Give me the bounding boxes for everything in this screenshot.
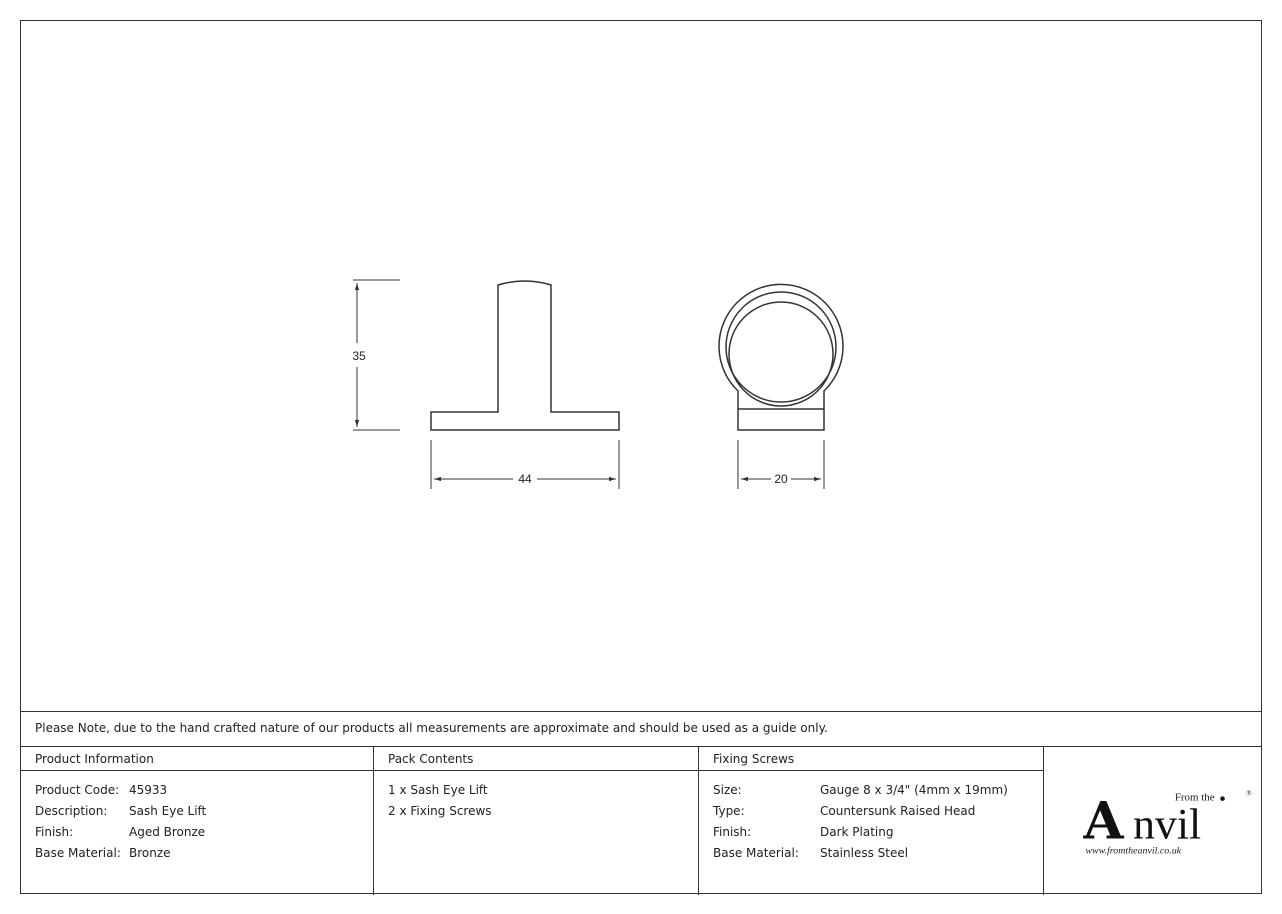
product-code-row — [35, 780, 373, 801]
row-value: Countersunk Raised Head — [820, 804, 976, 818]
row-label: Description: — [35, 804, 108, 818]
pack-item: 1 x Sash Eye Lift — [388, 783, 488, 797]
anvil-logo — [1043, 747, 1263, 895]
fixing-screws-section — [699, 747, 1044, 895]
screw-size-row — [713, 780, 1043, 801]
width-label: 44 — [518, 472, 532, 486]
height-label: 35 — [352, 349, 366, 363]
technical-drawing — [21, 21, 1263, 711]
logo-brand-initial: A — [1083, 791, 1124, 852]
pack-item: 2 x Fixing Screws — [388, 804, 492, 818]
front-view — [719, 284, 843, 430]
finish-row — [35, 822, 373, 843]
row-value: Stainless Steel — [820, 846, 909, 860]
screw-finish-row — [713, 822, 1043, 843]
logo-website: www.fromtheanvil.co.uk — [1085, 845, 1182, 857]
pack-contents-header: Pack Contents — [374, 747, 698, 771]
diameter-label: 20 — [774, 472, 788, 486]
logo-from-the: From the — [1174, 791, 1215, 804]
row-label: Base Material: — [35, 846, 121, 860]
drawing-sheet — [20, 20, 1262, 894]
row-label: Size: — [713, 783, 742, 797]
product-information-header: Product Information — [21, 747, 373, 771]
row-label: Product Code: — [35, 783, 120, 797]
measurement-note: Please Note, due to the hand crafted nature of our products all measurements are approximate and should be used as a guide only. — [21, 711, 1261, 746]
screw-type-row — [713, 801, 1043, 822]
logo-registered: ® — [1246, 789, 1252, 798]
row-label: Base Material: — [713, 846, 799, 860]
row-value: Aged Bronze — [129, 825, 206, 839]
row-value: Dark Plating — [820, 825, 894, 839]
fixing-screws-header: Fixing Screws — [699, 747, 1043, 771]
row-value: Sash Eye Lift — [129, 804, 207, 818]
row-value: 45933 — [129, 783, 168, 797]
base-material-row — [35, 843, 373, 864]
logo-brand-name: nvil — [1133, 800, 1202, 849]
product-information-section — [21, 747, 374, 895]
row-label: Type: — [713, 804, 745, 818]
row-label: Finish: — [35, 825, 74, 839]
row-label: Finish: — [713, 825, 752, 839]
pack-contents-section — [374, 747, 699, 895]
info-table — [21, 746, 1261, 895]
screw-base-material-row — [713, 843, 1043, 864]
side-view — [431, 281, 619, 430]
row-value: Bronze — [129, 846, 171, 860]
row-value: Gauge 8 x 3/4" (4mm x 19mm) — [820, 783, 1008, 797]
anvil-star-icon — [1220, 796, 1225, 801]
description-row — [35, 801, 373, 822]
